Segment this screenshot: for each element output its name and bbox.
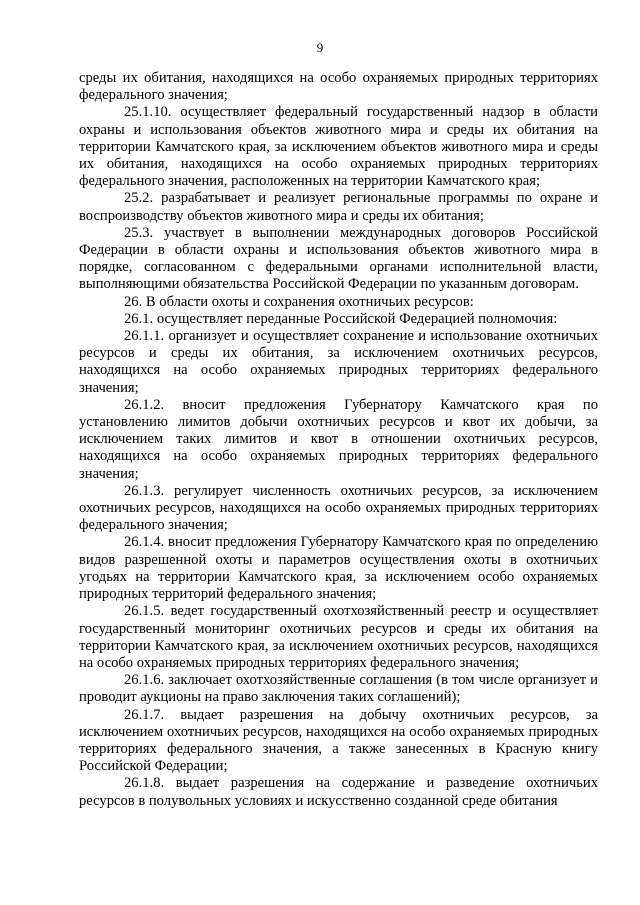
paragraph: 26.1.3. регулирует численность охотничьих ресурсов, за исключением охотничьих ресурсов, находящихся на особо охраняемых природных территориях федерального значения; xyxy=(79,482,598,534)
page-number: 9 xyxy=(316,40,324,55)
paragraph: 26.1.5. ведет государственный охотхозяйственный реестр и осуществляет государственный мониторинг охотничьих ресурсов и среды их обитания на территории Камчатского края, за исключением охотничьих ресурсов, находящихся на особо охраняемых природных территориях федерального значения; xyxy=(79,603,598,671)
paragraph: 25.1.10. осуществляет федеральный государственный надзор в области охраны и использования объектов животного мира и среды их обитания на территории Камчатского края, за исключением объектов животного мира и среды их обитания, находящихся на особо охраняемых природных территориях федерального значения, расположенных на территории Камчатского края; xyxy=(79,104,598,190)
paragraph: 26.1.8. выдает разрешения на содержание и разведение охотничьих ресурсов в полувольных условиях и искусственно созданной среде обитания xyxy=(79,775,598,809)
paragraph: 26.1.7. выдает разрешения на добычу охотничьих ресурсов, за исключением охотничьих ресурсов, находящихся на особо охраняемых природных территориях федерального значения, а также занесенных в Красную книгу Российской Федерации; xyxy=(79,706,598,775)
paragraph: 26.1.2. вносит предложения Губернатору Камчатского края по установлению лимитов добычи охотничьих ресурсов и квот их добычи, за исключением таких лимитов и квот в отношении охотничьих ресурсов, находящихся на особо охраняемых природных территориях федерального значения; xyxy=(79,396,598,482)
paragraph: 26.1.1. организует и осуществляет сохранение и использование охотничьих ресурсов и среды их обитания, за исключением охотничьих ресурсов, находящихся на особо охраняемых природных территориях федерального значения; xyxy=(79,328,598,396)
paragraph: 26.1.4. вносит предложения Губернатору Камчатского края по определению видов разрешенной охоты и параметров осуществления охоты в охотничьих угодьях на территории Камчатского края, за исключением особо охраняемых природных территорий федерального значения; xyxy=(79,534,598,603)
paragraph: 25.3. участвует в выполнении международных договоров Российской Федерации в области охраны и использования объектов животного мира в порядке, согласованном с федеральными органами исполнительной власти, выполняющими обязательства Российской Федерации по указанным договорам. xyxy=(79,224,598,293)
paragraph: 26.1.6. заключает охотхозяйственные соглашения (в том числе организует и проводит аукционы на право заключения таких соглашений); xyxy=(79,672,598,706)
document-body xyxy=(79,70,598,810)
paragraph: среды их обитания, находящихся на особо охраняемых природных территориях федерального значения; xyxy=(79,70,598,104)
paragraph: 26.1. осуществляет переданные Российской Федерацией полномочия: xyxy=(124,310,558,327)
paragraph: 26. В области охоты и сохранения охотничьих ресурсов: xyxy=(124,293,474,310)
paragraph: 25.2. разрабатывает и реализует региональные программы по охране и воспроизводству объектов животного мира и среды их обитания; xyxy=(79,190,598,224)
